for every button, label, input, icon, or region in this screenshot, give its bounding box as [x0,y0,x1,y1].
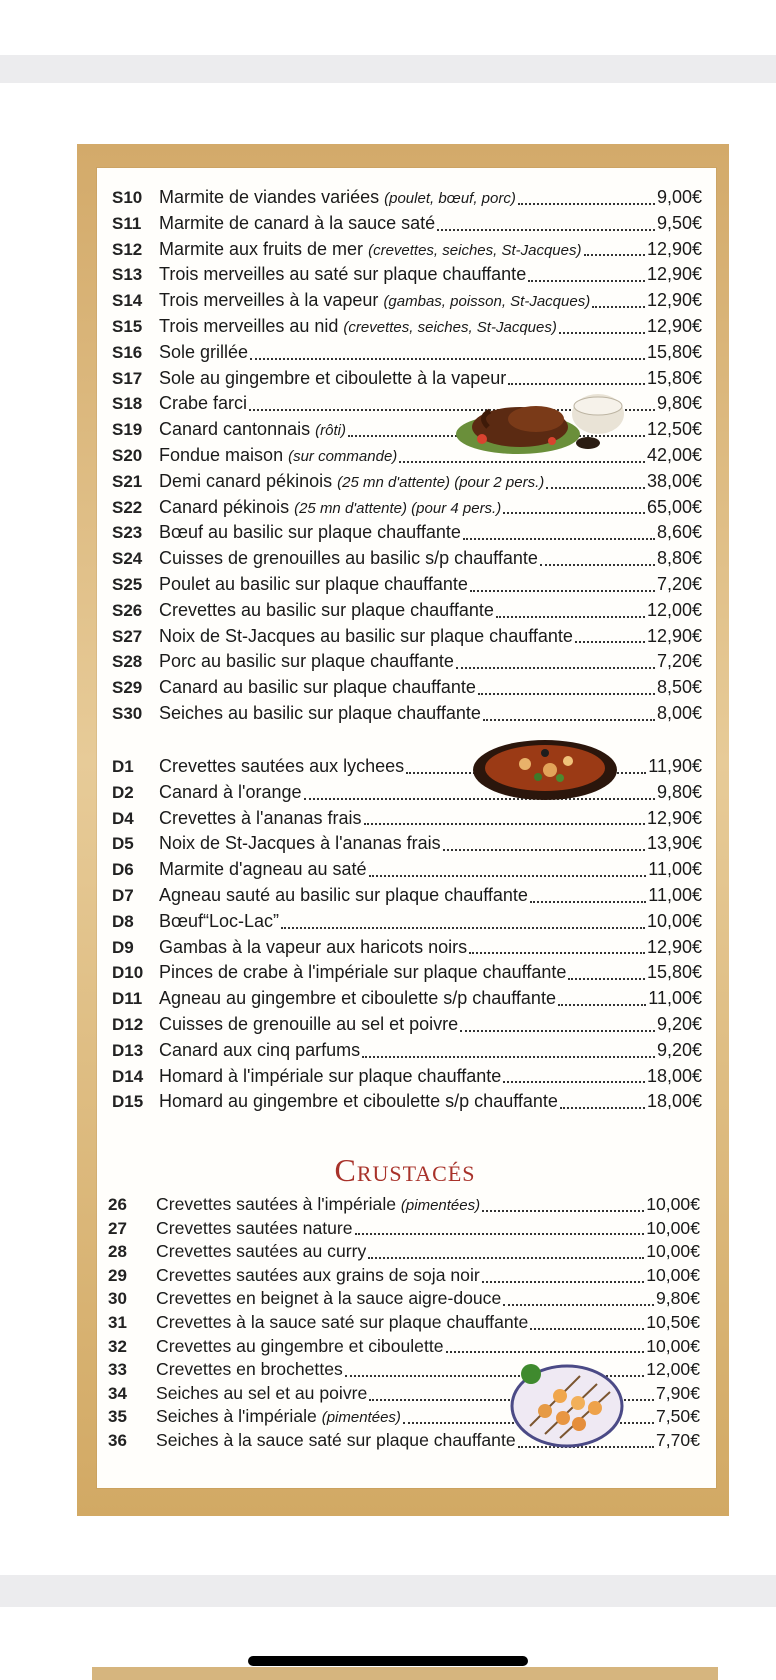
item-name-text: Seiches au basilic sur plaque chauffante [159,702,481,723]
menu-item [112,546,702,572]
item-name [156,1217,353,1241]
dot-leader [530,901,646,903]
item-price: 42,00€ [646,444,702,465]
item-name-text: Cuisses de grenouilles au basilic s/p chauffante [159,548,538,569]
menu-item [112,960,702,986]
item-name [159,288,590,315]
menu-item [112,675,702,701]
item-price: 65,00€ [646,496,702,517]
item-name [156,1382,367,1406]
item-name-text: Bœuf au basilic sur plaque chauffante [159,522,461,543]
item-code: S11 [112,213,142,233]
dot-leader [482,1210,644,1212]
item-name-text: Agneau sauté au basilic sur plaque chauffante [159,884,528,905]
item-note: (gambas, poisson, St-Jacques) [383,293,591,311]
item-code: S24 [112,549,143,569]
item-name-text: Seiches à l'impériale [156,1406,317,1427]
menu-section-d [112,754,702,1115]
item-price: 11,90€ [648,756,702,776]
item-name-text: Canard au basilic sur plaque chauffante [159,677,476,698]
item-code: 35 [108,1407,127,1427]
menu-item [108,1193,700,1217]
item-name [159,701,481,727]
item-price: 7,90€ [655,1382,700,1403]
item-name [156,1240,366,1264]
item-code: D11 [112,989,143,1009]
item-name-text: Crevettes sautées aux grains de soja noir [156,1264,480,1285]
item-code: S21 [112,471,143,491]
item-name-text: Gambas à la vapeur aux haricots noirs [159,936,468,957]
item-code: D12 [112,1014,144,1034]
item-code: 26 [108,1195,127,1214]
item-name [159,520,461,546]
menu-item [112,857,702,883]
dot-leader [592,306,645,308]
menu-item [112,340,702,366]
item-name-text: Seiches au sel et au poivre [156,1382,368,1403]
item-name [159,417,346,444]
item-name [159,1012,458,1038]
dot-leader [463,538,655,540]
item-code: 33 [108,1360,127,1380]
dot-leader [503,1081,645,1083]
item-code: D5 [112,834,134,854]
dot-leader [530,1328,644,1330]
item-name [159,185,516,212]
menu-item [112,469,702,495]
dot-leader [482,1281,644,1283]
item-name-text: Canard pékinois [159,496,290,517]
menu-item [112,185,702,211]
item-name-text: Crevettes au basilic sur plaque chauffante [159,599,494,620]
item-price: 10,00€ [646,1264,700,1285]
dot-leader [478,693,655,695]
item-name [159,649,454,675]
menu-item [112,1064,702,1090]
item-code: S13 [112,265,143,285]
item-note: (25 mn d'attente) (pour 4 pers.) [294,499,502,517]
item-price: 10,50€ [646,1311,700,1332]
item-code: S25 [112,574,143,594]
menu-item [112,624,702,650]
item-name-text: Trois merveilles au nid [159,315,339,336]
item-price: 12,00€ [646,1359,700,1380]
item-code: D8 [112,911,134,931]
menu-item [112,909,702,935]
menu-item [112,1038,702,1064]
item-price: 12,90€ [646,315,702,336]
dot-leader [369,875,647,877]
item-price: 9,80€ [655,1288,700,1309]
item-name [159,857,367,883]
item-name-text: Crevettes au gingembre et ciboulette [156,1335,444,1356]
item-name-text: Porc au basilic sur plaque chauffante [159,651,454,672]
item-name-text: Marmite de viandes variées [159,187,380,207]
item-note: (pimentées) [321,1409,401,1427]
menu-item [112,520,702,546]
item-price: 10,00€ [646,1241,700,1262]
item-name [159,675,476,701]
dot-leader [518,203,655,205]
dot-leader [364,823,645,825]
item-note: (crevettes, seiches, St-Jacques) [368,241,582,259]
item-code: S22 [112,497,143,517]
item-name [156,1358,343,1382]
item-name [159,366,506,392]
menu-item [112,1089,702,1115]
item-name-text: Poulet au basilic sur plaque chauffante [159,573,468,594]
item-price: 12,50€ [646,419,702,440]
item-price: 9,80€ [656,781,702,802]
menu-item [112,314,702,340]
item-name [159,909,279,935]
item-name [156,1193,480,1218]
item-price: 11,00€ [648,988,702,1009]
item-price: 10,00€ [646,1335,700,1356]
menu-item [112,572,702,598]
menu-item [112,986,702,1012]
dot-leader [446,1351,645,1353]
dot-leader [443,849,645,851]
menu-item [112,598,702,624]
item-name-text: Homard à l'impériale sur plaque chauffante [159,1065,502,1086]
item-name-text: Agneau au gingembre et ciboulette s/p chauffante [159,988,556,1009]
item-price: 9,00€ [656,187,702,207]
item-name-text: Crevettes en brochettes [156,1359,343,1380]
item-name-text: Marmite de canard à la sauce saté [159,212,436,233]
item-price: 10,00€ [646,1194,700,1214]
menu-item [112,1012,702,1038]
item-name-text: Crevettes à la sauce saté sur plaque chauffante [156,1311,529,1332]
item-name-text: Seiches à la sauce saté sur plaque chauffante [156,1429,516,1450]
item-name [159,1064,501,1090]
dot-leader [469,952,645,954]
item-name [159,960,566,986]
item-name [159,754,404,780]
item-name-text: Canard à l'orange [159,781,302,802]
item-code: D15 [112,1092,144,1112]
item-code: S19 [112,420,143,440]
menu-item [108,1240,700,1264]
item-price: 7,70€ [655,1429,700,1450]
menu-item [112,935,702,961]
item-code: D13 [112,1040,144,1060]
item-name [159,495,501,522]
item-price: 15,80€ [646,367,702,388]
crustaces-heading: Crustacés [334,1152,476,1188]
item-code: D4 [112,808,134,828]
item-name-text: Crevettes sautées au curry [156,1241,367,1262]
item-price: 8,60€ [656,522,702,543]
item-name-text: Demi canard pékinois [159,470,333,491]
dot-leader [355,1233,645,1235]
item-code: D1 [112,757,134,776]
item-price: 15,80€ [646,962,702,983]
item-name-text: Sole au gingembre et ciboulette à la vapeur [159,367,507,388]
dot-leader [437,229,655,231]
item-name [156,1311,528,1335]
menu-item [112,211,702,237]
item-name [159,572,468,598]
item-code: D6 [112,860,134,880]
item-price: 12,00€ [646,599,702,620]
item-name [156,1405,401,1430]
menu-item [112,831,702,857]
item-price: 8,80€ [656,548,702,569]
roast-duck-photo [448,389,628,459]
dot-leader [540,564,655,566]
item-name-text: Canard cantonnais [159,419,311,440]
menu-item [108,1264,700,1288]
shrimp-skewer-photo [505,1356,625,1448]
dot-leader [368,1257,644,1259]
item-code: S29 [112,678,143,698]
menu-item [108,1287,700,1311]
dot-leader [483,719,655,721]
item-name [159,831,441,857]
dot-leader [460,1030,655,1032]
dot-leader [503,512,645,514]
item-price: 18,00€ [646,1065,702,1086]
item-name-text: Cuisses de grenouille au sel et poivre [159,1013,459,1034]
dot-leader [281,927,645,929]
item-price: 8,00€ [656,702,702,723]
item-code: 31 [108,1312,127,1332]
item-name-text: Crevettes sautées nature [156,1217,353,1238]
dot-leader [559,332,645,334]
menu-item [112,649,702,675]
item-price: 7,20€ [656,573,702,594]
item-code: S27 [112,626,143,646]
dot-leader [508,383,645,385]
item-name [159,935,467,961]
item-name-text: Crabe farci [159,393,248,414]
item-note: (sur commande) [288,447,398,465]
dot-leader [558,1004,646,1006]
item-code: S10 [112,188,143,207]
item-price: 12,90€ [646,290,702,311]
item-name-text: Noix de St-Jacques à l'ananas frais [159,833,441,854]
menu-item [112,288,702,314]
item-note: (poulet, bœuf, porc) [384,190,516,207]
item-name-text: Bœuf“Loc-Lac” [159,910,280,931]
item-code: 30 [108,1289,127,1309]
item-code: 32 [108,1336,127,1356]
dot-leader [528,280,645,282]
item-code: S16 [112,342,143,362]
item-code: S20 [112,445,143,465]
item-price: 18,00€ [646,1091,702,1112]
item-price: 11,00€ [648,884,702,905]
menu-item [108,1311,700,1335]
item-price: 12,90€ [646,625,702,646]
item-price: 11,00€ [648,859,702,880]
item-price: 10,00€ [646,1217,700,1238]
menu-item [112,806,702,832]
dot-leader [456,667,655,669]
item-name [159,469,544,496]
item-code: 27 [108,1218,127,1238]
item-price: 8,50€ [656,677,702,698]
item-code: D9 [112,937,134,957]
menu-item [112,262,702,288]
item-code: S14 [112,291,143,311]
item-name [159,780,302,806]
item-code: 28 [108,1242,127,1262]
item-name [156,1264,480,1288]
item-code: S18 [112,394,143,414]
item-note: (rôti) [315,422,346,440]
item-code: S17 [112,368,143,388]
item-name [159,391,247,417]
dot-leader [362,1056,655,1058]
item-price: 9,50€ [656,212,702,233]
bottom-separator [0,1575,776,1607]
item-price: 7,20€ [656,651,702,672]
item-name-text: Canard aux cinq parfums [159,1039,361,1060]
menu-item [108,1335,700,1359]
item-code: 36 [108,1430,127,1450]
item-price: 13,90€ [646,833,702,854]
item-code: S15 [112,316,143,336]
item-name-text: Crevettes à l'ananas frais [159,807,362,828]
sizzling-plate-photo [470,737,620,803]
menu-item [112,883,702,909]
home-indicator[interactable] [248,1656,528,1666]
item-code: D14 [112,1066,144,1086]
item-note: (crevettes, seiches, St-Jacques) [343,318,557,336]
item-name [159,314,557,341]
item-price: 12,90€ [646,238,702,259]
dot-leader [560,1107,645,1109]
item-name [159,1089,558,1115]
dot-leader [470,590,655,592]
item-code: D2 [112,782,134,802]
item-name-text: Noix de St-Jacques au basilic sur plaque chauffante [159,625,573,646]
item-name-text: Trois merveilles au saté sur plaque chauffante [159,264,527,285]
item-name [159,806,362,832]
dot-leader [250,358,645,360]
item-name [159,237,582,264]
dot-leader [575,641,645,643]
item-name [156,1335,444,1359]
item-name [159,546,538,572]
item-name-text: Crevettes en beignet à la sauce aigre-douce [156,1288,502,1309]
item-name-text: Marmite aux fruits de mer [159,238,364,259]
item-name [159,986,556,1012]
item-name [159,598,494,624]
item-name [159,262,526,288]
item-code: S23 [112,523,143,543]
item-price: 38,00€ [646,470,702,491]
item-price: 12,90€ [646,807,702,828]
item-name [159,1038,360,1064]
item-code: D7 [112,885,134,905]
menu-item [112,495,702,521]
item-name [159,624,573,650]
item-code: S28 [112,652,143,672]
dot-leader [399,461,645,463]
item-note: (25 mn d'attente) (pour 2 pers.) [337,473,545,491]
item-code: S12 [112,239,143,259]
dot-leader [503,1304,654,1306]
item-price: 12,90€ [646,936,702,957]
item-price: 7,50€ [655,1406,700,1427]
item-price: 9,80€ [656,393,702,414]
dot-leader [584,254,645,256]
next-page-preview [92,1667,718,1680]
menu-item [112,701,702,727]
item-price: 12,90€ [646,264,702,285]
item-code: S30 [112,703,143,723]
dot-leader [568,978,645,980]
item-name [159,340,248,366]
item-name-text: Homard au gingembre et ciboulette s/p chauffante [159,1091,558,1112]
item-price: 15,80€ [646,341,702,362]
menu-item [112,366,702,392]
item-price: 9,20€ [656,1039,702,1060]
item-name-text: Fondue maison [159,444,284,465]
item-name [159,211,435,237]
item-name [159,883,528,909]
item-code: S26 [112,600,143,620]
item-code: 29 [108,1265,127,1285]
top-separator [0,55,776,83]
item-name [156,1287,501,1311]
item-note: (pimentées) [400,1197,481,1214]
item-name-text: Crevettes sautées à l'impériale [156,1194,397,1214]
dot-leader [496,616,645,618]
item-price: 9,20€ [656,1013,702,1034]
item-price: 10,00€ [646,910,702,931]
item-name [156,1429,516,1453]
item-name-text: Sole grillée [159,341,249,362]
dot-leader [546,487,645,489]
item-code: D10 [112,963,144,983]
item-code: 34 [108,1383,127,1403]
menu-item [112,237,702,263]
menu-item [108,1217,700,1241]
item-name-text: Marmite d'agneau au saté [159,859,367,880]
item-name-text: Trois merveilles à la vapeur [159,290,379,311]
item-name-text: Pinces de crabe à l'impériale sur plaque chauffante [159,962,567,983]
item-name-text: Crevettes sautées aux lychees [159,756,405,776]
item-name [159,443,397,470]
